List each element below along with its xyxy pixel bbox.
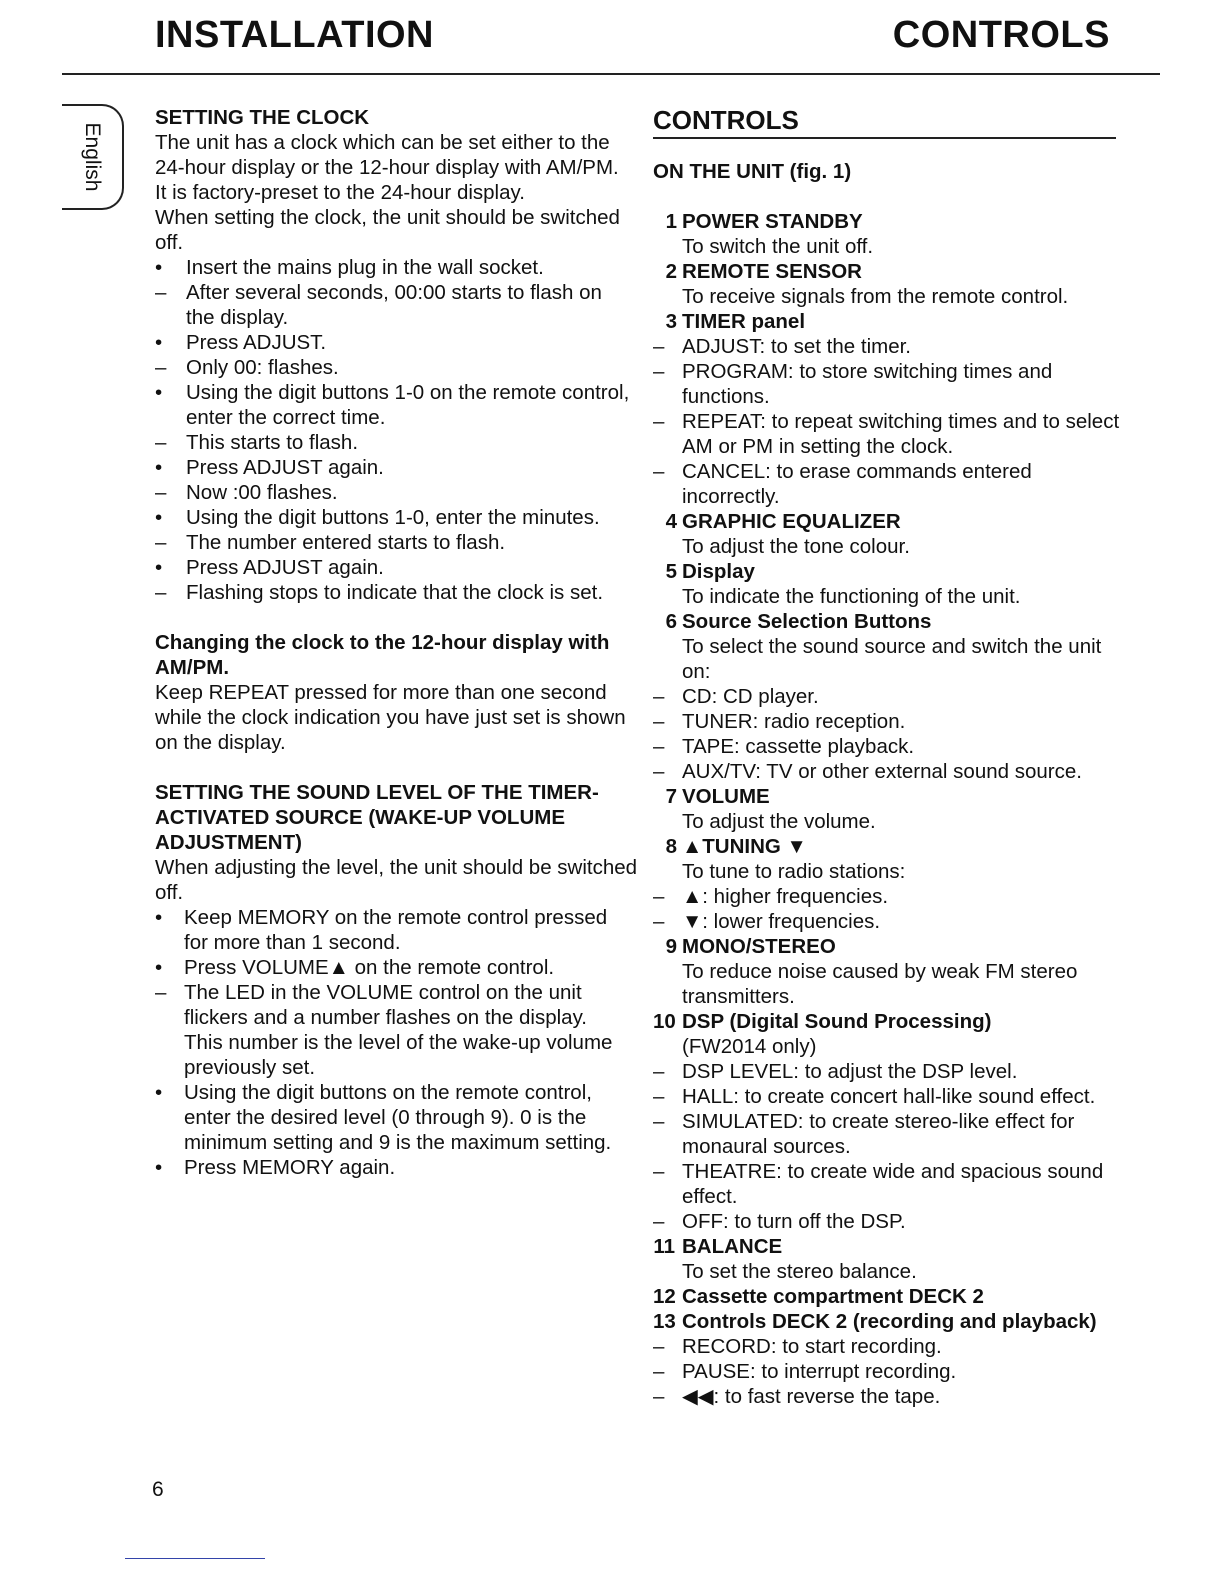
bullet-marker: •	[155, 256, 163, 279]
control-item-description: To indicate the functioning of the unit.	[682, 585, 1021, 608]
control-item-description: transmitters.	[682, 985, 795, 1008]
control-item-number: 4	[665, 510, 677, 533]
sound-step-text: enter the desired level (0 through 9). 0 is the	[184, 1106, 587, 1129]
bullet-marker: •	[155, 456, 163, 479]
control-sub-item-text: CD: CD player.	[682, 685, 819, 708]
control-item	[653, 259, 1123, 284]
dash-marker: –	[653, 885, 665, 908]
bullet-marker: •	[155, 1156, 163, 1179]
bullet-marker: •	[155, 956, 163, 979]
sound-level-title: ACTIVATED SOURCE (WAKE-UP VOLUME	[155, 806, 566, 829]
control-sub-item-text: AUX/TV: TV or other external sound source.	[682, 760, 1082, 783]
control-sub-item	[653, 1334, 1123, 1359]
sound-step	[155, 905, 620, 930]
clock-step-text: Press ADJUST again.	[186, 456, 384, 479]
control-item-number: 10	[653, 1010, 676, 1033]
dash-marker: –	[653, 1110, 665, 1133]
dash-marker: –	[653, 1160, 665, 1183]
dash-marker: –	[653, 1360, 665, 1383]
control-item	[653, 834, 1123, 859]
controls-section-title: CONTROLS	[653, 105, 1116, 139]
clock-step	[155, 380, 630, 405]
header-left-title: INSTALLATION	[155, 14, 434, 56]
control-item	[653, 1309, 1123, 1334]
control-sub-item-text: ◀◀: to fast reverse the tape.	[682, 1385, 941, 1408]
clock-step-continued	[155, 305, 620, 330]
dash-marker: –	[653, 1085, 665, 1108]
control-sub-item	[653, 1059, 1123, 1084]
dash-marker: –	[653, 1210, 665, 1233]
control-item-description: To set the stereo balance.	[682, 1260, 917, 1283]
clock-step	[155, 530, 620, 555]
control-sub-item-continued: incorrectly.	[682, 485, 780, 508]
control-item-title: DSP (Digital Sound Processing)	[682, 1010, 992, 1033]
clock-step-text: The number entered starts to flash.	[186, 531, 506, 554]
control-item-number: 6	[665, 610, 677, 633]
control-item	[653, 934, 1123, 959]
control-item-description: To receive signals from the remote control.	[682, 285, 1069, 308]
clock-step-text: Insert the mains plug in the wall socket.	[186, 256, 544, 279]
clock-intro-line: off.	[155, 231, 184, 254]
control-item-number: 1	[665, 210, 677, 233]
control-sub-item	[653, 334, 1123, 359]
sound-step	[155, 955, 620, 980]
control-sub-item-text: REPEAT: to repeat switching times and to select	[682, 410, 1120, 433]
control-item-title: GRAPHIC EQUALIZER	[682, 510, 901, 533]
dash-marker: –	[653, 710, 665, 733]
clock-step	[155, 280, 620, 305]
clock-step	[155, 255, 620, 280]
control-item-title: REMOTE SENSOR	[682, 260, 862, 283]
control-item-title: VOLUME	[682, 785, 770, 808]
control-item-description: To switch the unit off.	[682, 235, 874, 258]
dash-marker: –	[653, 735, 665, 758]
control-sub-item-text: TUNER: radio reception.	[682, 710, 906, 733]
sound-level-title: SETTING THE SOUND LEVEL OF THE TIMER-	[155, 781, 599, 804]
control-sub-item-text: RECORD: to start recording.	[682, 1335, 942, 1358]
sound-step	[155, 1080, 620, 1105]
dash-marker: –	[653, 760, 665, 783]
control-sub-item-text: HALL: to create concert hall-like sound effect.	[682, 1085, 1096, 1108]
control-sub-item	[653, 1209, 1123, 1234]
control-item-number: 2	[665, 260, 677, 283]
sound-step-continued	[155, 1105, 620, 1130]
clock-step-text: the display.	[186, 306, 289, 329]
sound-level-intro: off.	[155, 881, 184, 904]
control-item-title: POWER STANDBY	[682, 210, 863, 233]
clock-step	[155, 480, 620, 505]
control-item-title: Display	[682, 560, 755, 583]
control-sub-item-text: DSP LEVEL: to adjust the DSP level.	[682, 1060, 1018, 1083]
clock-step-text: Only 00: flashes.	[186, 356, 339, 379]
clock-step	[155, 505, 620, 530]
sound-step-continued	[155, 1130, 620, 1155]
bullet-marker: •	[155, 506, 163, 529]
header-right-title: CONTROLS	[892, 14, 1110, 56]
control-sub-item	[653, 459, 1123, 484]
clock-step	[155, 555, 620, 580]
control-sub-item	[653, 409, 1123, 434]
control-sub-item	[653, 1359, 1123, 1384]
control-item	[653, 309, 1123, 334]
spacer	[155, 755, 620, 780]
page-number: 6	[152, 1478, 164, 1501]
clock-step-continued	[155, 405, 620, 430]
right-column	[653, 105, 1123, 1409]
clock-step-text: Press ADJUST again.	[186, 556, 384, 579]
control-sub-item-text: PAUSE: to interrupt recording.	[682, 1360, 957, 1383]
control-item-description: on:	[682, 660, 711, 683]
dash-marker: –	[653, 1385, 665, 1408]
clock-step-text: Now :00 flashes.	[186, 481, 338, 504]
control-item-title: TIMER panel	[682, 310, 806, 333]
dash-marker: –	[653, 1060, 665, 1083]
control-item-description: To tune to radio stations:	[682, 860, 906, 883]
control-sub-item-text: CANCEL: to erase commands entered	[682, 460, 1032, 483]
control-item-title: BALANCE	[682, 1235, 783, 1258]
change-clock-title: Changing the clock to the 12-hour display with	[155, 631, 610, 654]
control-sub-item-text: PROGRAM: to store switching times and	[682, 360, 1053, 383]
control-sub-item	[653, 1084, 1123, 1109]
sound-level-intro: When adjusting the level, the unit should be switched	[155, 856, 638, 879]
spacer	[155, 605, 620, 630]
sound-step-continued	[155, 1030, 620, 1055]
control-sub-item-continued: effect.	[682, 1185, 738, 1208]
control-item-number: 8	[665, 835, 677, 858]
clock-step-text: Using the digit buttons 1-0, enter the minutes.	[186, 506, 600, 529]
language-tab	[62, 104, 124, 210]
control-sub-item-text: ADJUST: to set the timer.	[682, 335, 911, 358]
sound-step-text: minimum setting and 9 is the maximum setting.	[184, 1131, 612, 1154]
footer-line	[125, 1558, 265, 1559]
dash-marker: –	[653, 685, 665, 708]
clock-step	[155, 455, 620, 480]
control-item-description: To adjust the volume.	[682, 810, 876, 833]
control-sub-item	[653, 884, 1123, 909]
language-tab-label: English	[81, 122, 104, 192]
dash-marker: –	[155, 281, 167, 304]
control-item-description: To reduce noise caused by weak FM stereo	[682, 960, 1078, 983]
header-divider	[62, 73, 1160, 75]
control-item	[653, 209, 1123, 234]
clock-step	[155, 430, 620, 455]
sound-step-text: previously set.	[184, 1056, 316, 1079]
dash-marker: –	[653, 410, 665, 433]
sound-step-text: flickers and a number flashes on the display.	[184, 1006, 588, 1029]
control-sub-item	[653, 709, 1123, 734]
control-item	[653, 559, 1123, 584]
dash-marker: –	[155, 481, 167, 504]
control-item-number: 11	[653, 1235, 675, 1258]
control-sub-item	[653, 1384, 1123, 1409]
clock-step-text: This starts to flash.	[186, 431, 359, 454]
change-clock-text: while the clock indication you have just set is shown	[155, 706, 626, 729]
sound-step	[155, 980, 620, 1005]
control-item-number: 12	[653, 1285, 676, 1308]
control-item	[653, 609, 1123, 634]
control-item-number: 5	[665, 560, 677, 583]
bullet-marker: •	[155, 331, 163, 354]
spacer	[653, 184, 1123, 209]
controls-subtitle: ON THE UNIT (fig. 1)	[653, 160, 852, 183]
dash-marker: –	[155, 356, 167, 379]
control-item	[653, 1284, 1123, 1309]
change-clock-title: AM/PM.	[155, 656, 230, 679]
dash-marker: –	[653, 460, 665, 483]
control-item-description: (FW2014 only)	[682, 1035, 817, 1058]
control-item	[653, 1234, 1123, 1259]
sound-level-title: ADJUSTMENT)	[155, 831, 302, 854]
control-item-title: Controls DECK 2 (recording and playback)	[682, 1310, 1097, 1333]
control-item	[653, 1009, 1123, 1034]
control-item-title: ▲TUNING ▼	[682, 835, 807, 858]
control-sub-item-text: THEATRE: to create wide and spacious sound	[682, 1160, 1104, 1183]
control-item-title: MONO/STEREO	[682, 935, 836, 958]
control-sub-item	[653, 1109, 1123, 1134]
sound-step	[155, 1155, 620, 1180]
control-sub-item-text: ▲: higher frequencies.	[682, 885, 889, 908]
clock-intro-line: 24-hour display or the 12-hour display with AM/PM.	[155, 156, 619, 179]
control-sub-item	[653, 1159, 1123, 1184]
control-sub-item-continued: monaural sources.	[682, 1135, 851, 1158]
control-item-title: Cassette compartment DECK 2	[682, 1285, 984, 1308]
sound-step-continued	[155, 1055, 620, 1080]
clock-intro-line: The unit has a clock which can be set either to the	[155, 131, 610, 154]
control-sub-item	[653, 684, 1123, 709]
sound-step-text: Keep MEMORY on the remote control pressed	[184, 906, 608, 929]
clock-section-title: SETTING THE CLOCK	[155, 106, 370, 129]
bullet-marker: •	[155, 556, 163, 579]
control-item-description: To select the sound source and switch the unit	[682, 635, 1102, 658]
control-sub-item-text: TAPE: cassette playback.	[682, 735, 915, 758]
dash-marker: –	[155, 981, 167, 1004]
control-item-number: 7	[665, 785, 677, 808]
sound-step-text: Using the digit buttons on the remote control,	[184, 1081, 592, 1104]
clock-step-text: Using the digit buttons 1-0 on the remote control,	[186, 381, 630, 404]
control-sub-item	[653, 359, 1123, 384]
sound-step-text: This number is the level of the wake-up volume	[184, 1031, 613, 1054]
control-sub-item	[653, 734, 1123, 759]
clock-step	[155, 580, 620, 605]
dash-marker: –	[155, 531, 167, 554]
clock-step-text: Press ADJUST.	[186, 331, 327, 354]
control-sub-item-text: OFF: to turn off the DSP.	[682, 1210, 906, 1233]
bullet-marker: •	[155, 906, 163, 929]
control-item-number: 13	[653, 1310, 676, 1333]
control-item-description: To adjust the tone colour.	[682, 535, 910, 558]
control-sub-item-continued: functions.	[682, 385, 770, 408]
sound-step-text: for more than 1 second.	[184, 931, 401, 954]
clock-step	[155, 355, 620, 380]
control-sub-item-continued: AM or PM in setting the clock.	[682, 435, 954, 458]
control-sub-item	[653, 759, 1123, 784]
sound-step-text: Press MEMORY again.	[184, 1156, 396, 1179]
sound-step-continued	[155, 930, 620, 955]
control-sub-item	[653, 909, 1123, 934]
sound-step-text: The LED in the VOLUME control on the unit	[184, 981, 582, 1004]
dash-marker: –	[653, 910, 665, 933]
dash-marker: –	[155, 431, 167, 454]
clock-intro-line: It is factory-preset to the 24-hour display.	[155, 181, 525, 204]
clock-step	[155, 330, 620, 355]
clock-step-text: enter the correct time.	[186, 406, 386, 429]
change-clock-text: on the display.	[155, 731, 286, 754]
control-item-number: 3	[665, 310, 677, 333]
control-item-title: Source Selection Buttons	[682, 610, 932, 633]
bullet-marker: •	[155, 381, 163, 404]
clock-step-text: Flashing stops to indicate that the clock is set.	[186, 581, 604, 604]
control-item	[653, 509, 1123, 534]
control-item-number: 9	[665, 935, 677, 958]
change-clock-text: Keep REPEAT pressed for more than one second	[155, 681, 607, 704]
sound-step-continued	[155, 1005, 620, 1030]
control-item	[653, 784, 1123, 809]
dash-marker: –	[653, 1335, 665, 1358]
dash-marker: –	[653, 360, 665, 383]
sound-step-text: Press VOLUME▲ on the remote control.	[184, 956, 555, 979]
dash-marker: –	[155, 581, 167, 604]
dash-marker: –	[653, 335, 665, 358]
control-sub-item-text: ▼: lower frequencies.	[682, 910, 881, 933]
bullet-marker: •	[155, 1081, 163, 1104]
clock-intro-line: When setting the clock, the unit should be switched	[155, 206, 620, 229]
left-column	[155, 105, 638, 1180]
control-sub-item-text: SIMULATED: to create stereo-like effect for	[682, 1110, 1075, 1133]
clock-step-text: After several seconds, 00:00 starts to flash on	[186, 281, 602, 304]
